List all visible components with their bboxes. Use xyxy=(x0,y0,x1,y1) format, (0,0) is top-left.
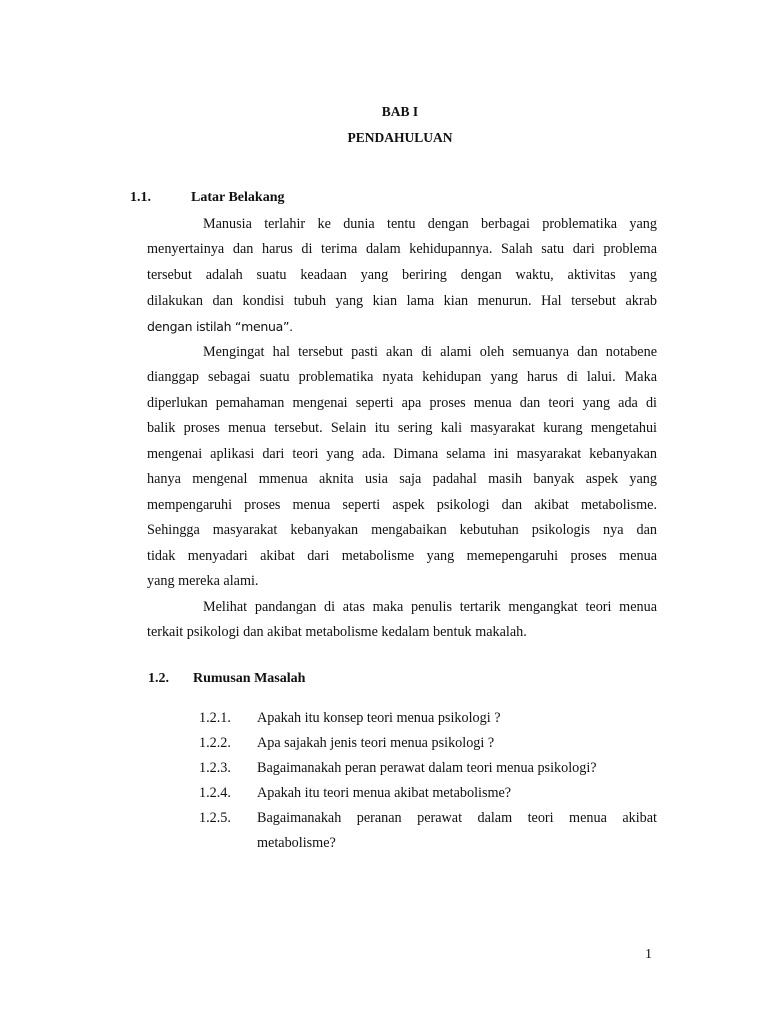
list-item-text: Bagaimanakah peran perawat dalam teori menua psikologi? xyxy=(257,760,597,776)
paragraph-line: dianggap sebagai suatu problematika nyata kehidupan yang harus di lalui. Maka xyxy=(147,369,657,385)
paragraph-line: menyertainya dan harus di terima dalam kehidupannya. Salah satu dari problema xyxy=(147,241,657,257)
list-item-number: 1.2.3. xyxy=(199,760,231,776)
paragraph-line: Sehingga masyarakat kebanyakan mengabaikan kebutuhan psikologis nya dan xyxy=(147,522,657,538)
list-item-text: Bagaimanakah peranan perawat dalam teori menua akibat xyxy=(257,810,657,826)
paragraph-line: terkait psikologi dan akibat metabolisme kedalam bentuk makalah. xyxy=(147,624,527,640)
paragraph-line: Manusia terlahir ke dunia tentu dengan berbagai problematika yang xyxy=(203,216,657,232)
section-heading-latar-belakang xyxy=(130,190,285,206)
chapter-title: PENDAHULUAN xyxy=(347,130,453,145)
paragraph-line: mengenai aplikasi dari teori yang ada. Dimana selama ini masyarakat kebanyakan xyxy=(147,446,657,462)
list-item-number: 1.2.4. xyxy=(199,785,231,801)
section-heading-rumusan-masalah xyxy=(148,671,306,687)
paragraph-line: tersebut adalah suatu keadaan yang beriring dengan waktu, aktivitas yang xyxy=(147,267,657,283)
paragraph-line: dengan istilah “menua”. xyxy=(147,319,293,334)
list-item-text: Apakah itu teori menua akibat metabolisme? xyxy=(257,785,512,801)
section-title: Rumusan Masalah xyxy=(193,671,306,686)
list-item-number: 1.2.2. xyxy=(199,735,231,751)
paragraph-line: hanya mengenal mmenua aknita usia saja padahal masih banyak aspek yang xyxy=(147,471,657,487)
section-number: 1.1. xyxy=(130,190,151,205)
chapter-number: BAB I xyxy=(381,104,419,119)
section-number: 1.2. xyxy=(148,671,169,686)
paragraph-line: diperlukan pemahaman mengenai seperti apa proses menua dan teori yang ada di xyxy=(147,395,657,411)
paragraph-line: dilakukan dan kondisi tubuh yang kian lama kian menurun. Hal tersebut akrab xyxy=(147,293,657,309)
list-item-text: metabolisme? xyxy=(257,835,336,851)
list-item-number: 1.2.1. xyxy=(199,710,231,726)
list-item-text: Apa sajakah jenis teori menua psikologi ? xyxy=(257,735,495,751)
paragraph-line: tidak menyadari akibat dari metabolisme yang memepengaruhi proses menua xyxy=(147,548,657,564)
section-title: Latar Belakang xyxy=(191,190,285,205)
paragraph-line: Melihat pandangan di atas maka penulis tertarik mengangkat teori menua xyxy=(203,599,657,615)
list-item-text: Apakah itu konsep teori menua psikologi ? xyxy=(257,710,501,726)
paragraph-line: balik proses menua tersebut. Selain itu sering kali masyarakat kurang mengetahui xyxy=(147,420,657,436)
paragraph-line: mempengaruhi proses menua seperti aspek psikologi dan akibat metabolisme. xyxy=(147,497,657,513)
list-item-number: 1.2.5. xyxy=(199,810,231,826)
page-number: 1 xyxy=(645,947,652,962)
paragraph-line: yang mereka alami. xyxy=(147,573,259,589)
paragraph-line: Mengingat hal tersebut pasti akan di alami oleh semuanya dan notabene xyxy=(203,344,657,360)
